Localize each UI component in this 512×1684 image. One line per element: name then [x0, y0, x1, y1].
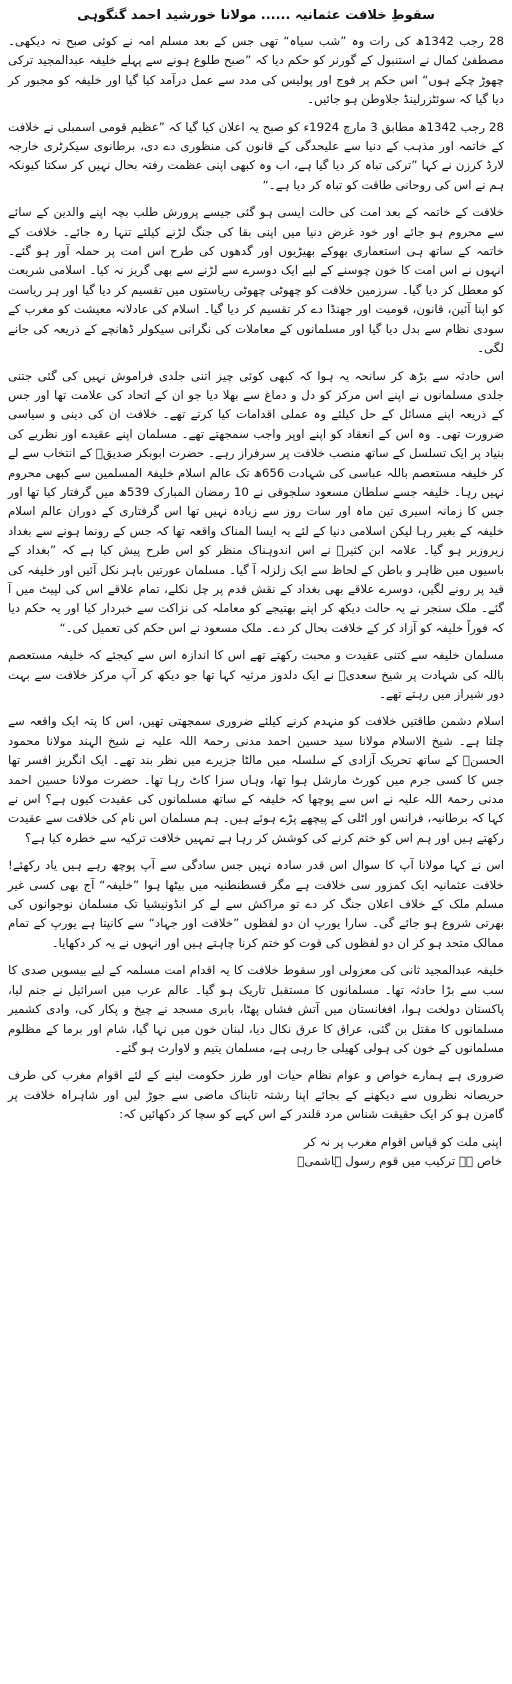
article-paragraph: 28 رجب 1342ھ کی رات وہ ”شب سیاہ“ تھی جس کے بعد مسلم امہ نے کوئی صبح نہ دیکھی۔ مصطفیٰ کمال نے استنبول کے گورنر کو حکم دیا کہ ”صبح طلوع ہونے سے پہلے خلیفہ عبدالمجید ترکی چھوڑ چکے ہوں“ اس حکم پر فوج اور پولیس کی مدد سے عمل درآمد کیا گیا اور خلیفہ کو مجبور کر دیا گیا کہ سوئٹزرلینڈ جلاوطن ہو جائیں۔	[8, 34, 504, 107]
article-paragraph: اس حادثہ سے بڑھ کر سانحہ یہ ہوا کہ کبھی کوئی چیز اتنی جلدی فراموش نہیں کی گئی جتنی جلدی مسلمانوں نے اپنے اس مرکز کو دل و دماغ سے بھلا دیا جو ان کے اتحاد کی علامت تھا اور جس کے ذریعہ اپنے مسائل کے حل کیلئے وہ عملی اقدامات کیا کرتے تھے۔ خلافت ان کی دینی و سیاسی ضرورت تھی۔ وہ اس کے انعقاد کو اپنے اوپر واجب سمجھتے تھے۔ مسلمان اپنے عقیدے اور نظریے کی بنیاد پر ایک تسلسل کے ساتھ منصب خلافت پر سرفراز رہے۔ حضرت ابوبکر صدیقؓ کے انتخاب سے لے کر خلیفہ مستعصم باللہ عباسی کی شہادت 656ھ تک عالم اسلام خلیفۃ المسلمین سے کبھی محروم نہیں رہا۔ خلیفہ جسے سلطان مسعود سلجوقی نے 10 رمضان المبارک 539ھ میں گرفتار کیا تھا اور جس کا زمانہ اسیری تین ماہ اور سات روز سے زیادہ نہیں تھا اس گرفتاری کے دوران عالم اسلام خلیفہ کے بغیر رہا لیکن اسلامی دنیا کے لئے یہ ایسا المناک واقعہ تھا کہ جس کے رونما ہونے سے بغداد زیروزبر ہو گیا۔ علامہ ابن کثیرؒ نے اس اندوہناک منظر کو اس طرح پیش کیا ہے کہ ”بغداد کے باسیوں میں ظاہر و باطن کے لحاظ سے ایک زلزلہ آ گیا۔ مسلمان عورتیں باہر نکل آئیں اور خلیفہ کی قید پر رونے لگیں، دوسرے علاقے بھی بغداد کے نقش قدم پر چل نکلے، تمام علاقے اس کی لپیٹ میں آ گئے۔ ملک سنجر نے یہ حالت دیکھ کر اپنے بھتیجے کو معاملہ کی نزاکت سے خبردار کیا اور یہ حکم دیا کہ فوراً خلیفہ کو آزاد کر کے خلافت بحال کر دے۔ ملک مسعود نے اس حکم کی تعمیل کی۔“	[8, 368, 505, 635]
article-paragraph: اسلام دشمن طاقتیں خلافت کو منہدم کرنے کیلئے ضروری سمجھتی تھیں، اس کا پتہ ایک واقعہ سے چلتا ہے۔ شیخ الاسلام مولانا سید حسین احمد مدنی رحمۃ اللہ علیہ نے شیخ الہند مولانا محمود الحسنؒ کے ساتھ تحریک آزادی کے سلسلہ میں مالٹا جزیرے میں نظر بند تھے۔ ایک انگریز افسر تھا جس کا کسی جرم میں کورٹ مارشل ہوا تھا، وہاں سزا کاٹ رہا تھا۔ حضرت مولانا حسین احمد مدنی رحمۃ اللہ علیہ نے اس سے پوچھا کہ خلیفہ کے ساتھ مسلمانوں کی عقیدت کیوں ہے؟ اس نے کہا کہ برطانیہ، فرانس اور اٹلی کے پیچھے پڑے ہوئے ہیں۔ ہم مسلمان اس نام کی خلافت سے عقیدت رکھتے ہیں اور ہم اس کو ختم کرنے کی کوشش کر رہا ہے تمہیں خلافت ترکیہ سے خطرہ کیا ہے؟	[8, 714, 504, 845]
article-title: سقوطِ خلافت عثمانیہ ...... مولانا خورشید احمد گنگوہی	[77, 8, 435, 23]
article-paragraph: ضروری ہے ہمارے خواص و عوام نظام حیات اور طرز حکومت لینے کے لئے اقوام مغرب کی طرف حریصانہ نظروں سے دیکھنے کے بجائے اپنا رشتہ تابناک ماضی سے جوڑ لیں اور شاہراہ خلافت پر گامزن ہو کر ایک حقیقت شناس مرد قلندر کے اس کہے کو سچا کر دکھائیں کہ:	[8, 1068, 504, 1122]
couplet-line: اپنی ملت کو قیاس اقوام مغرب پر نہ کر	[304, 1134, 502, 1149]
closing-couplet	[8, 1133, 504, 1172]
article-paragraph: 28 رجب 1342ھ مطابق 3 مارچ 1924ء کو صبح یہ اعلان کیا گیا کہ ”عظیم قومی اسمبلی نے خلافت کے خاتمہ اور مذہب کے دنیا سے علیحدگی کے قانون کی منظوری دے دی، برطانوی سیکرٹری خارجہ لارڈ کرزن نے کہا ”ترکی تباہ کر دیا گیا ہے، اب وہ کبھی اپنی عظمت رفتہ بحال نہیں کر سکتا کیونکہ ہم نے اس کی روحانی طاقت کو تباہ کر دیا ہے۔“	[8, 119, 504, 192]
article-paragraph: خلافت کے خاتمہ کے بعد امت کی حالت ایسی ہو گئی جیسے پرورش طلب بچہ اپنے والدین کے سائے سے محروم ہو جائے اور خود غرض دنیا میں اپنی بقا کی جنگ لڑنے کیلئے تنہا رہ جائے۔ خلافت کے خاتمہ کے ساتھ ہی استعماری بھوکے بھیڑیوں اور گدھوں کی طرح اس امت پر حملہ آور ہو گئے۔ انہوں نے اس امت کا خون چوسنے کے لیے ایک دوسرے سے لڑنے سے بھی گریز نہ کیا۔ اسلامی شریعت کو معطل کر دیا گیا۔ سرزمین خلافت کو چھوٹی چھوٹی ریاستوں میں تقسیم کر دیا گیا اور ہر ریاست کو اپنا آئین، قانون، قومیت اور جھنڈا دے کر تقسیم کر دیا گیا۔ اسلام کی عادلانہ معیشت کو مغرب کے سودی نظام سے بدل دیا گیا اور مسلمانوں کے معاملات کی نگرانی سیکولر ڈھانچے کے ذریعہ کی جانے لگی۔	[8, 205, 504, 356]
article-paragraph: خلیفہ عبدالمجید ثانی کی معزولی اور سقوط خلافت کا یہ اقدام امت مسلمہ کے لیے بیسویں صدی کا سب سے بڑا حادثہ تھا۔ مسلمانوں کا مستقبل تاریک ہو گیا۔ عالم عرب میں اسرائیل نے جنم لیا، پاکستان دولخت ہوا، افغانستان میں آتش فشاں پھٹا، بابری مسجد نے چیخ و پکار کی، وادی کشمیر مسلمانوں کا مقتل بن گئی، عراق کا عرق نکال دیا، لبنان خون میں نہا گیا، شام اور برما کے مظلوم مسلمانوں کے خون کی ہولی کھیلی جا رہی ہے، مسلمان یتیم و لاوارث ہو گئے۔	[8, 963, 504, 1055]
article-paragraph: مسلمان خلیفہ سے کتنی عقیدت و محبت رکھتے تھے اس کا اندازہ اس سے کیجئے کہ خلیفہ مستعصم باللہ کی شہادت پر شیخ سعدیؒ نے ایک دلدوز مرثیہ کہا تھا جو دیکھ کر آپ مرکز خلافت سے بہت دور شیراز میں رہتے تھے۔	[8, 648, 504, 701]
couplet-line: خاص ہے ترکیب میں قوم رسول ہاشمیؐ	[297, 1153, 502, 1168]
article-paragraph: اس نے کہا مولانا آپ کا سوال اس قدر سادہ نہیں جس سادگی سے آپ پوچھ رہے ہیں یاد رکھئے! خلافت عثمانیہ ایک کمزور سی خلافت ہے مگر قسطنطنیہ میں بیٹھا ہوا ”خلیفہ“ آج بھی کسی غیر مسلم ملک کے خلاف اعلان جنگ کر دے تو مراکش سے لے کر انڈونیشیا تک مسلمان نوجوانوں کی بھرتی شروع ہو جائے گی۔ سارا یورپ ان دو لفظوں ”خلافت اور جہاد“ سے کانپتا ہے یورپ کے تمام ممالک متحد ہو کر ان دو لفظوں کی قوت کو ختم کرنا چاہتے ہیں اور انہوں نے یہ کر دکھایا۔	[8, 858, 504, 950]
